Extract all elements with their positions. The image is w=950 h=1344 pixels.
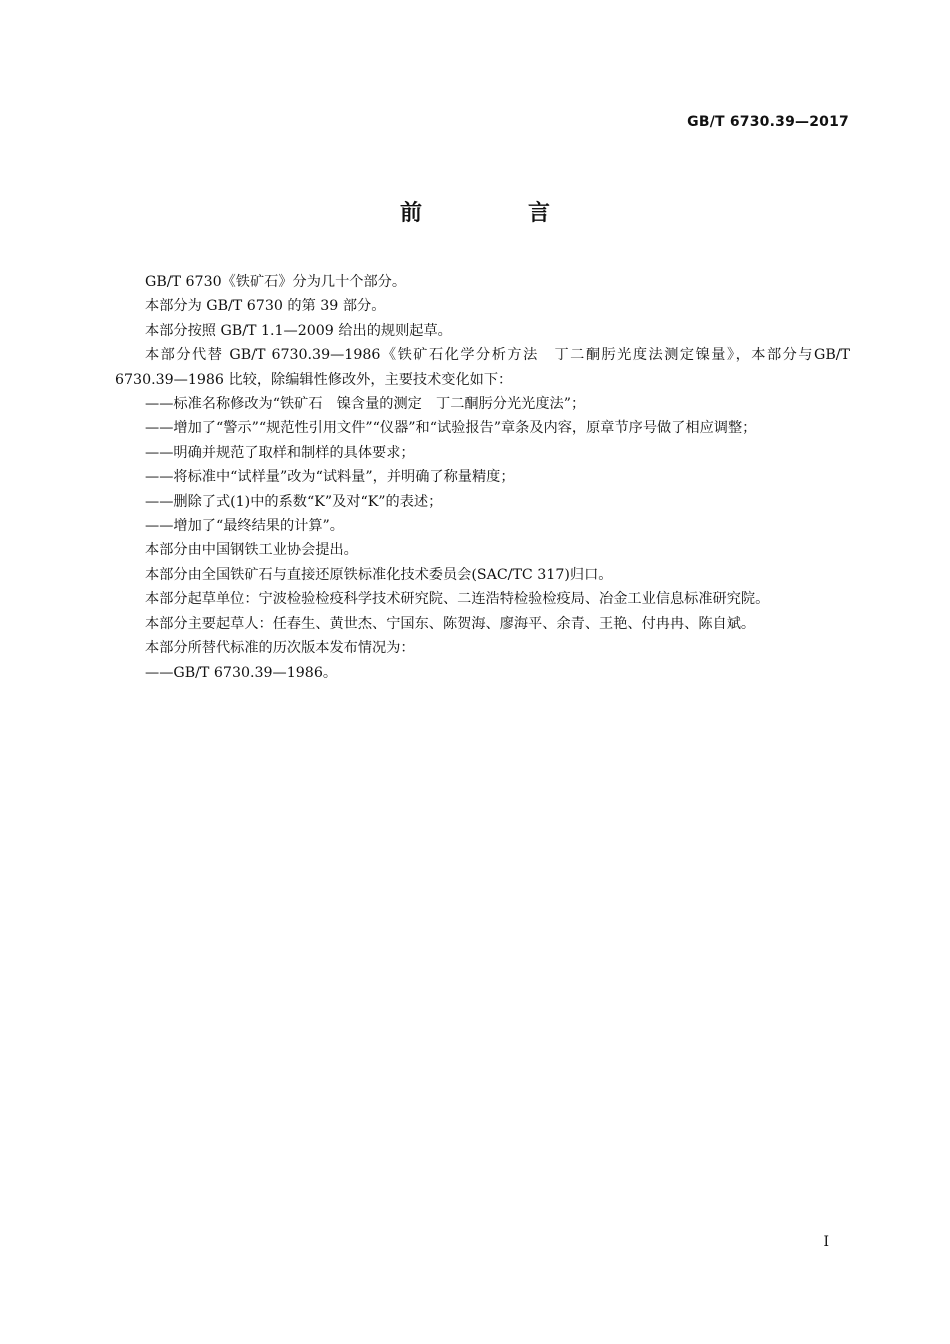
paragraph: 本部分为 GB/T 6730 的第 39 部分。: [145, 298, 386, 315]
paragraph: GB/T 6730《铁矿石》分为几十个部分。: [145, 274, 407, 290]
standard-code-header: GB/T 6730.39—2017: [687, 114, 849, 130]
paragraph: 本部分主要起草人：任春生、黄世杰、宁国东、陈贺海、廖海平、余青、王艳、付冉冉、陈自斌。: [145, 615, 756, 632]
page-number: I: [823, 1234, 829, 1250]
paragraph: 本部分起草单位：宁波检验检疫科学技术研究院、二连浩特检验检疫局、冶金工业信息标准研究院。: [145, 591, 770, 608]
paragraph: 本部分按照 GB/T 1.1—2009 给出的规则起草。: [145, 322, 452, 339]
list-item: ——将标准中“试样量”改为“试料量”，并明确了称量精度；: [145, 469, 515, 486]
paragraph: 本部分由中国钢铁工业协会提出。: [145, 542, 358, 559]
list-item: ——删除了式(1)中的系数“K”及对“K”的表述；: [145, 493, 443, 510]
list-item: ——GB/T 6730.39—1986。: [145, 664, 338, 681]
page-title: 前 言: [399, 201, 592, 226]
paragraph: 本部分由全国铁矿石与直接还原铁标准化技术委员会(SAC/TC 317)归口。: [145, 566, 613, 583]
body-text: [115, 270, 855, 685]
paragraph: 本部分所替代标准的历次版本发布情况为：: [145, 640, 415, 657]
list-item: ——增加了“警示”“规范性引用文件”“仪器”和“试验报告”章条及内容，原章节序号做了相应调整；: [145, 420, 757, 437]
list-item: ——标准名称修改为“铁矿石 镍含量的测定 丁二酮肟分光光度法”；: [145, 396, 586, 413]
list-item: ——增加了“最终结果的计算”。: [145, 518, 344, 535]
paragraph: 本部分代替 GB/T 6730.39—1986《铁矿石化学分析方法 丁二酮肟光度法测定镍量》，本部分与GB/T 6730.39—1986 比较，除编辑性修改外，主要技术变化如下：: [115, 347, 855, 388]
list-item: ——明确并规范了取样和制样的具体要求；: [145, 444, 415, 461]
